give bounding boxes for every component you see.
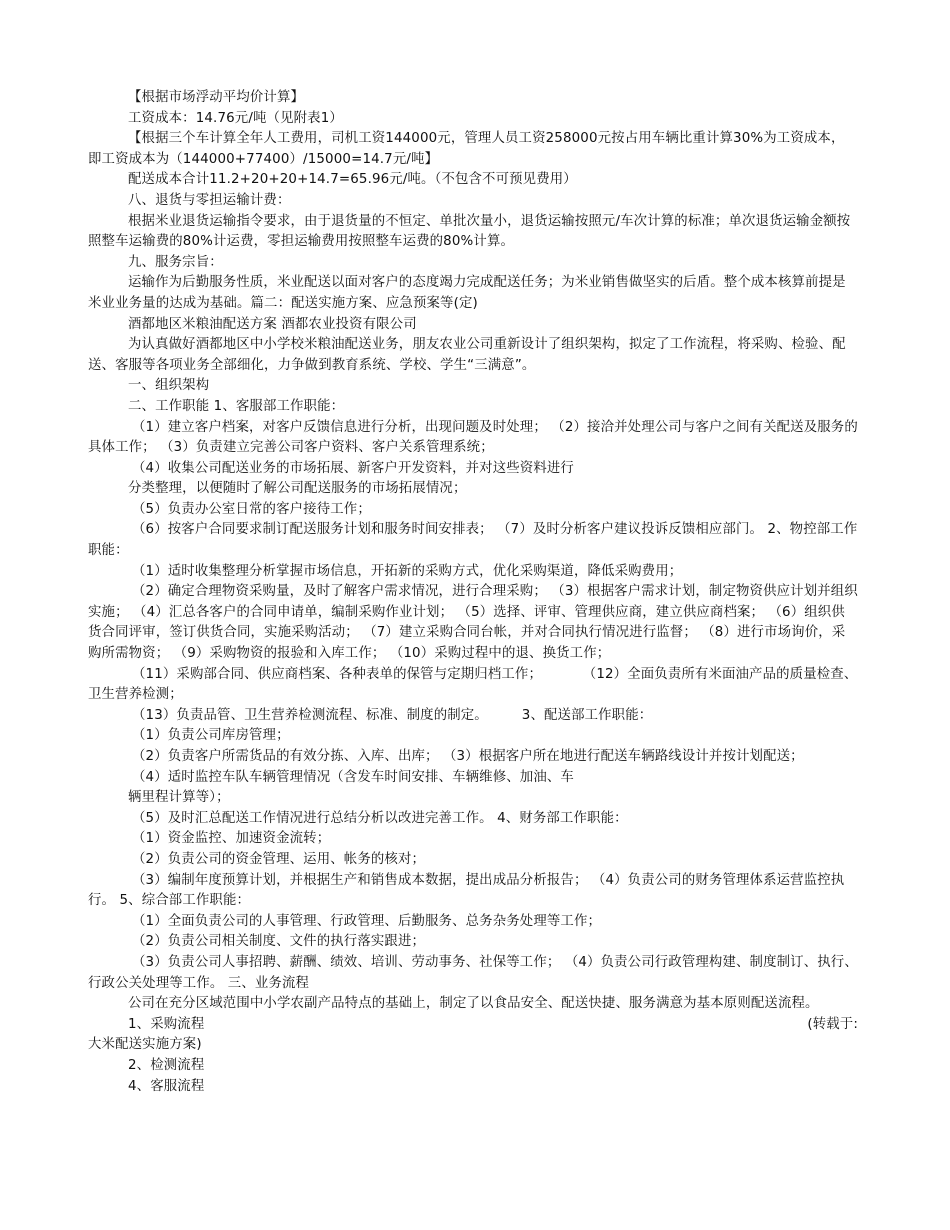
source-note: (转载于:	[807, 1016, 858, 1032]
paragraph: 二、工作职能 1、客服部工作职能：	[128, 398, 345, 414]
paragraph: （1）负责公司库房管理；	[132, 728, 290, 744]
paragraph: 酒都地区米粮油配送方案 酒都农业投资有限公司	[128, 316, 417, 332]
paragraph: 辆里程计算等）；	[128, 790, 230, 806]
paragraph: （1）全面负责公司的人事管理、行政管理、后勤服务、总务杂务处理等工作；	[132, 913, 602, 929]
paragraph: 为认真做好酒都地区中小学校米粮油配送业务，朋友农业公司重新设计了组织架构，拟定了工作流程，将采购、检验、配送、客服等各项业务全部细化，力争做到教育系统、学校、学生“三满意”。	[88, 337, 846, 373]
paragraph: 八、退货与零担运输计费：	[128, 192, 291, 208]
paragraph: （1）建立客户档案，对客户反馈信息进行分析，出现问题及时处理； （2）接洽并处理公司与客户之间有关配送及服务的具体工作； （3）负责建立完善公司客户资料、客户关系管理系统；	[88, 419, 858, 456]
paragraph: （2）确定合理物资采购量，及时了解客户需求情况，进行合理采购； （3）根据客户需求计划，制定物资供应计划并组织实施； （4）汇总各客户的合同申请单，编制采购作业计划； （5）选择、评审、管理供应商，建立供应商档案； （6）组织供货合同评审，签订供货合同，实施采购活动； （7）建立采购合同台帐，并对合同执行情况进行监督； （8）进行市场询价，采购所需物资； （9）采购物资的报验和入库工作； （10）采购过程中的退、换货工作；	[88, 584, 858, 662]
paragraph: 公司在充分区域范围中小学农副产品特点的基础上，制定了以食品安全、配送快捷、服务满意为基本原则配送流程。	[128, 996, 819, 1012]
purchase-flow-label: 1、采购流程	[128, 1016, 205, 1032]
paragraph: （11）采购部合同、供应商档案、各种表单的保管与定期归档工作； （12）全面负责所有米面油产品的质量检查、卫生营养检测；	[88, 666, 858, 703]
paragraph: 根据米业退货运输指令要求，由于退货量的不恒定、单批次量小，退货运输按照元/车次计算的标准；单次退货运输金额按照整车运输费的80%计运费，零担运输费用按照整车运费的80%计算。	[88, 213, 851, 250]
paragraph: （3）负责公司人事招聘、薪酬、绩效、培训、劳动事务、社保等工作； （4）负责公司行政管理构建、制度制订、执行、行政公关处理等工作。 三、业务流程	[88, 954, 858, 991]
paragraph: （13）负责品管、卫生营养检测流程、标准、制度的制定。 3、配送部工作职能：	[132, 707, 653, 723]
purchase-flow-line	[88, 1015, 858, 1036]
paragraph: 【根据市场浮动平均价计算】	[128, 90, 305, 105]
paragraph: （4）收集公司配送业务的市场拓展、新客户开发资料，并对这些资料进行	[132, 460, 574, 476]
paragraph: 分类整理，以便随时了解公司配送服务的市场拓展情况；	[128, 481, 467, 497]
document-body	[88, 88, 858, 1097]
paragraph: 工资成本：14.76元/吨（见附表1）	[128, 110, 343, 126]
paragraph: 配送成本合计11.2+20+20+14.7=65.96元/吨。（不包含不可预见费用）	[128, 172, 577, 188]
paragraph: （5）负责办公室日常的客户接待工作；	[132, 501, 371, 517]
paragraph: 大米配送实施方案)	[88, 1037, 202, 1053]
paragraph: （2）负责公司的资金管理、运用、帐务的核对；	[132, 851, 426, 867]
paragraph: 一、组织架构	[128, 378, 210, 394]
paragraph: （6）按客户合同要求制订配送服务计划和服务时间安排表； （7）及时分析客户建议投诉反馈相应部门。 2、物控部工作职能：	[88, 522, 858, 559]
paragraph: （5）及时汇总配送工作情况进行总结分析以改进完善工作。 4、财务部工作职能：	[132, 810, 628, 826]
paragraph: 运输作为后勤服务性质，米业配送以面对客户的态度竭力完成配送任务；为米业销售做坚实的后盾。整个成本核算前提是米业业务量的达成为基础。篇二：配送实施方案、应急预案等(定)	[88, 275, 846, 311]
paragraph: 九、服务宗旨：	[128, 254, 223, 270]
paragraph: 4、客服流程	[128, 1078, 205, 1094]
paragraph: （3）编制年度预算计划，并根据生产和销售成本数据，提出成品分析报告； （4）负责公司的财务管理体系运营监控执行。 5、综合部工作职能：	[88, 872, 845, 909]
paragraph: （1）适时收集整理分析掌握市场信息，开拓新的采购方式，优化采购渠道，降低采购费用；	[132, 563, 683, 579]
paragraph: （2）负责公司相关制度、文件的执行落实跟进；	[132, 934, 426, 950]
paragraph: （1）资金监控、加速资金流转；	[132, 831, 331, 847]
paragraph: 【根据三个车计算全年人工费用，司机工资144000元，管理人员工资258000元按占用车辆比重计算30%为工资成本，即工资成本为（144000+77400）/15000=14.7元/吨】	[88, 131, 845, 167]
paragraph: 2、检测流程	[128, 1057, 205, 1073]
paragraph: （2）负责客户所需货品的有效分拣、入库、出库； （3）根据客户所在地进行配送车辆路线设计并按计划配送；	[132, 749, 804, 764]
paragraph: （4）适时监控车队车辆管理情况（含发车时间安排、车辆维修、加油、车	[132, 769, 574, 785]
